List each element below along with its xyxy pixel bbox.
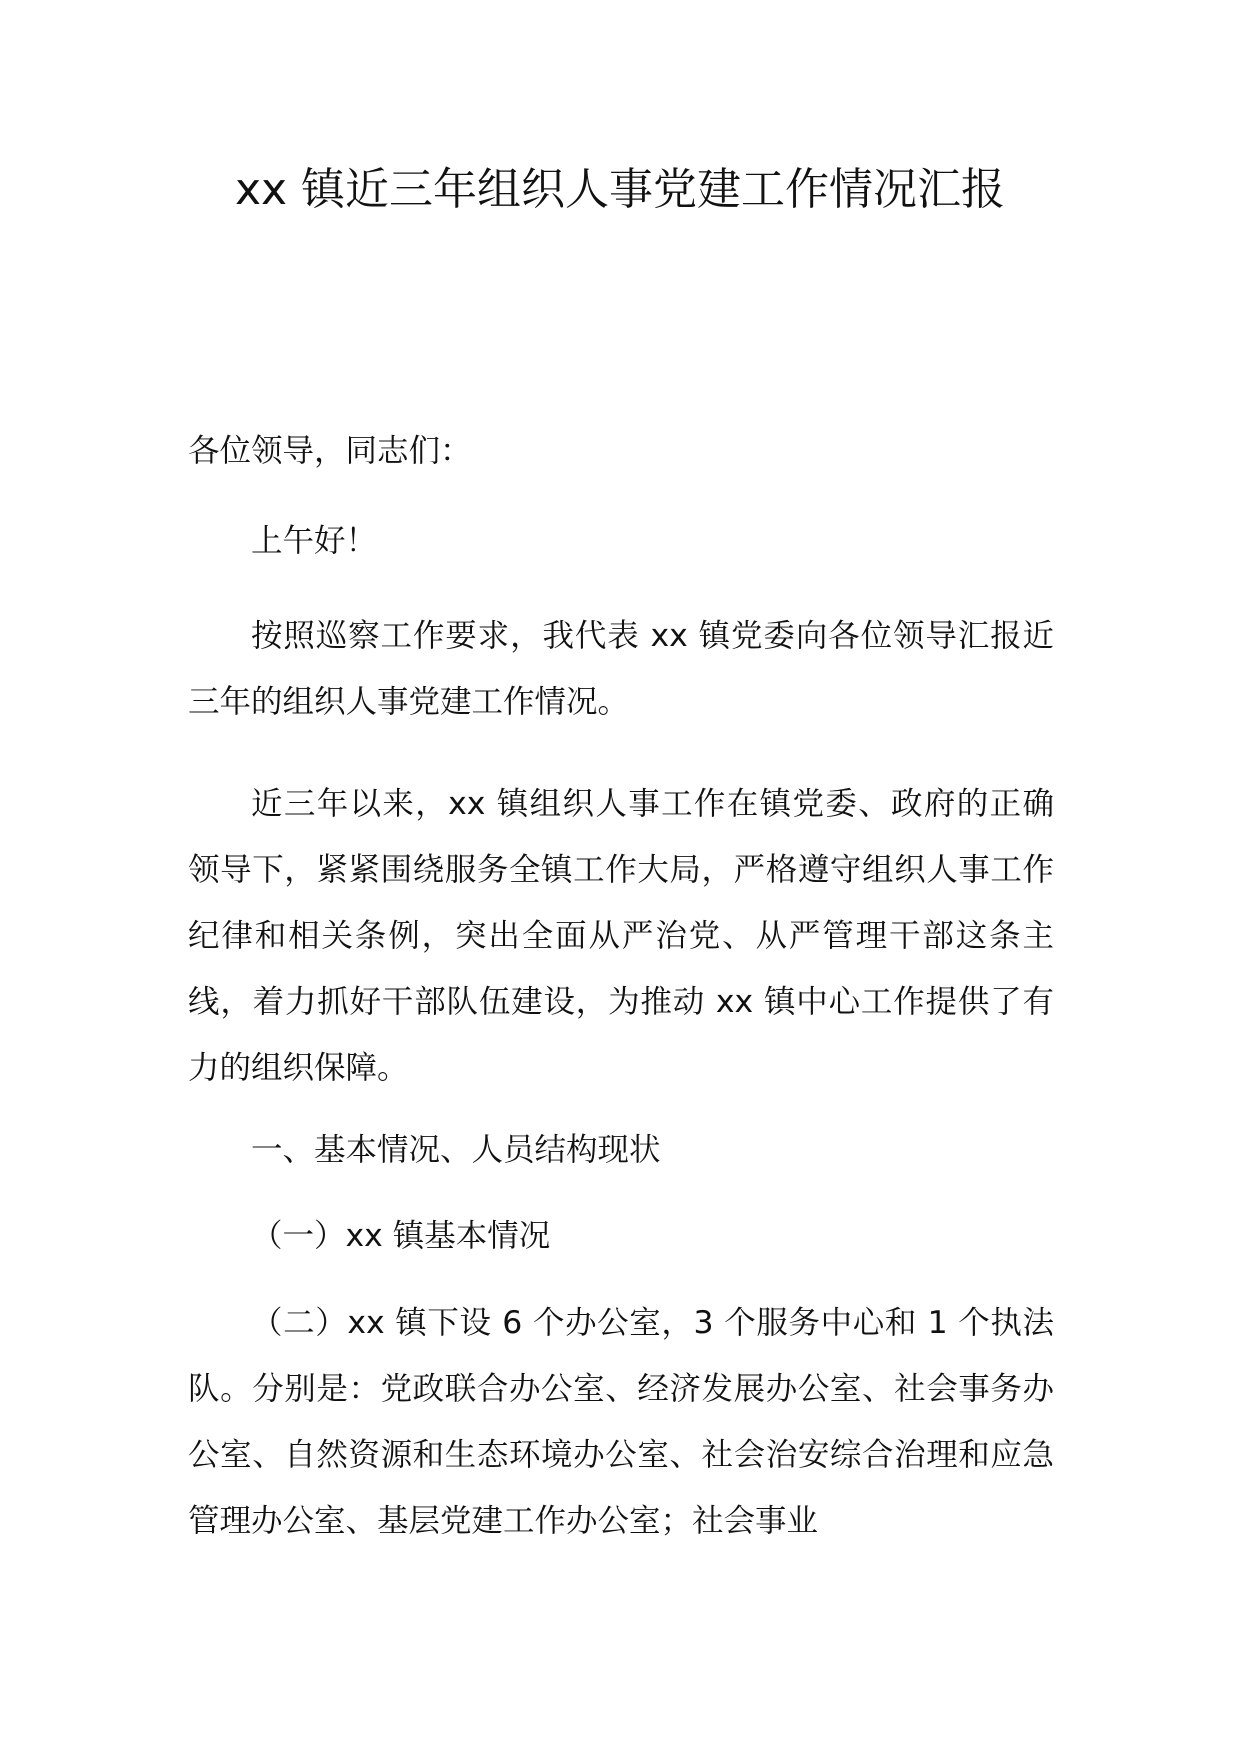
subsection-2-block	[188, 1290, 1054, 1554]
summary-block	[188, 771, 1054, 1101]
greeting-block	[188, 508, 1054, 574]
paragraph-intro: 按照巡察工作要求，我代表 xx 镇党委向各位领导汇报近三年的组织人事党建工作情况。	[188, 618, 1054, 720]
section-heading-block	[188, 1117, 1054, 1183]
greeting: 上午好！	[251, 523, 378, 559]
subsection-heading-1: （一）xx 镇基本情况	[251, 1218, 551, 1254]
salutation: 各位领导，同志们：	[188, 433, 472, 469]
subsection-1-block	[188, 1203, 1054, 1269]
intro-block	[188, 603, 1054, 735]
subsection-paragraph-2: （二）xx 镇下设 6 个办公室，3 个服务中心和 1 个执法队。分别是：党政联合办公室、经济发展办公室、社会事务办公室、自然资源和生态环境办公室、社会治安综合治理和应急管理办公室、基层党建工作办公室；社会事业	[188, 1305, 1054, 1539]
paragraph-summary: 近三年以来，xx 镇组织人事工作在镇党委、政府的正确领导下，紧紧围绕服务全镇工作大局，严格遵守组织人事工作纪律和相关条例，突出全面从严治党、从严管理干部这条主线，着力抓好干部队伍建设，为推动 xx 镇中心工作提供了有力的组织保障。	[188, 786, 1054, 1086]
section-heading: 一、基本情况、人员结构现状	[251, 1132, 661, 1168]
document-title: xx 镇近三年组织人事党建工作情况汇报	[234, 164, 1006, 215]
salutation-block	[188, 418, 1054, 484]
